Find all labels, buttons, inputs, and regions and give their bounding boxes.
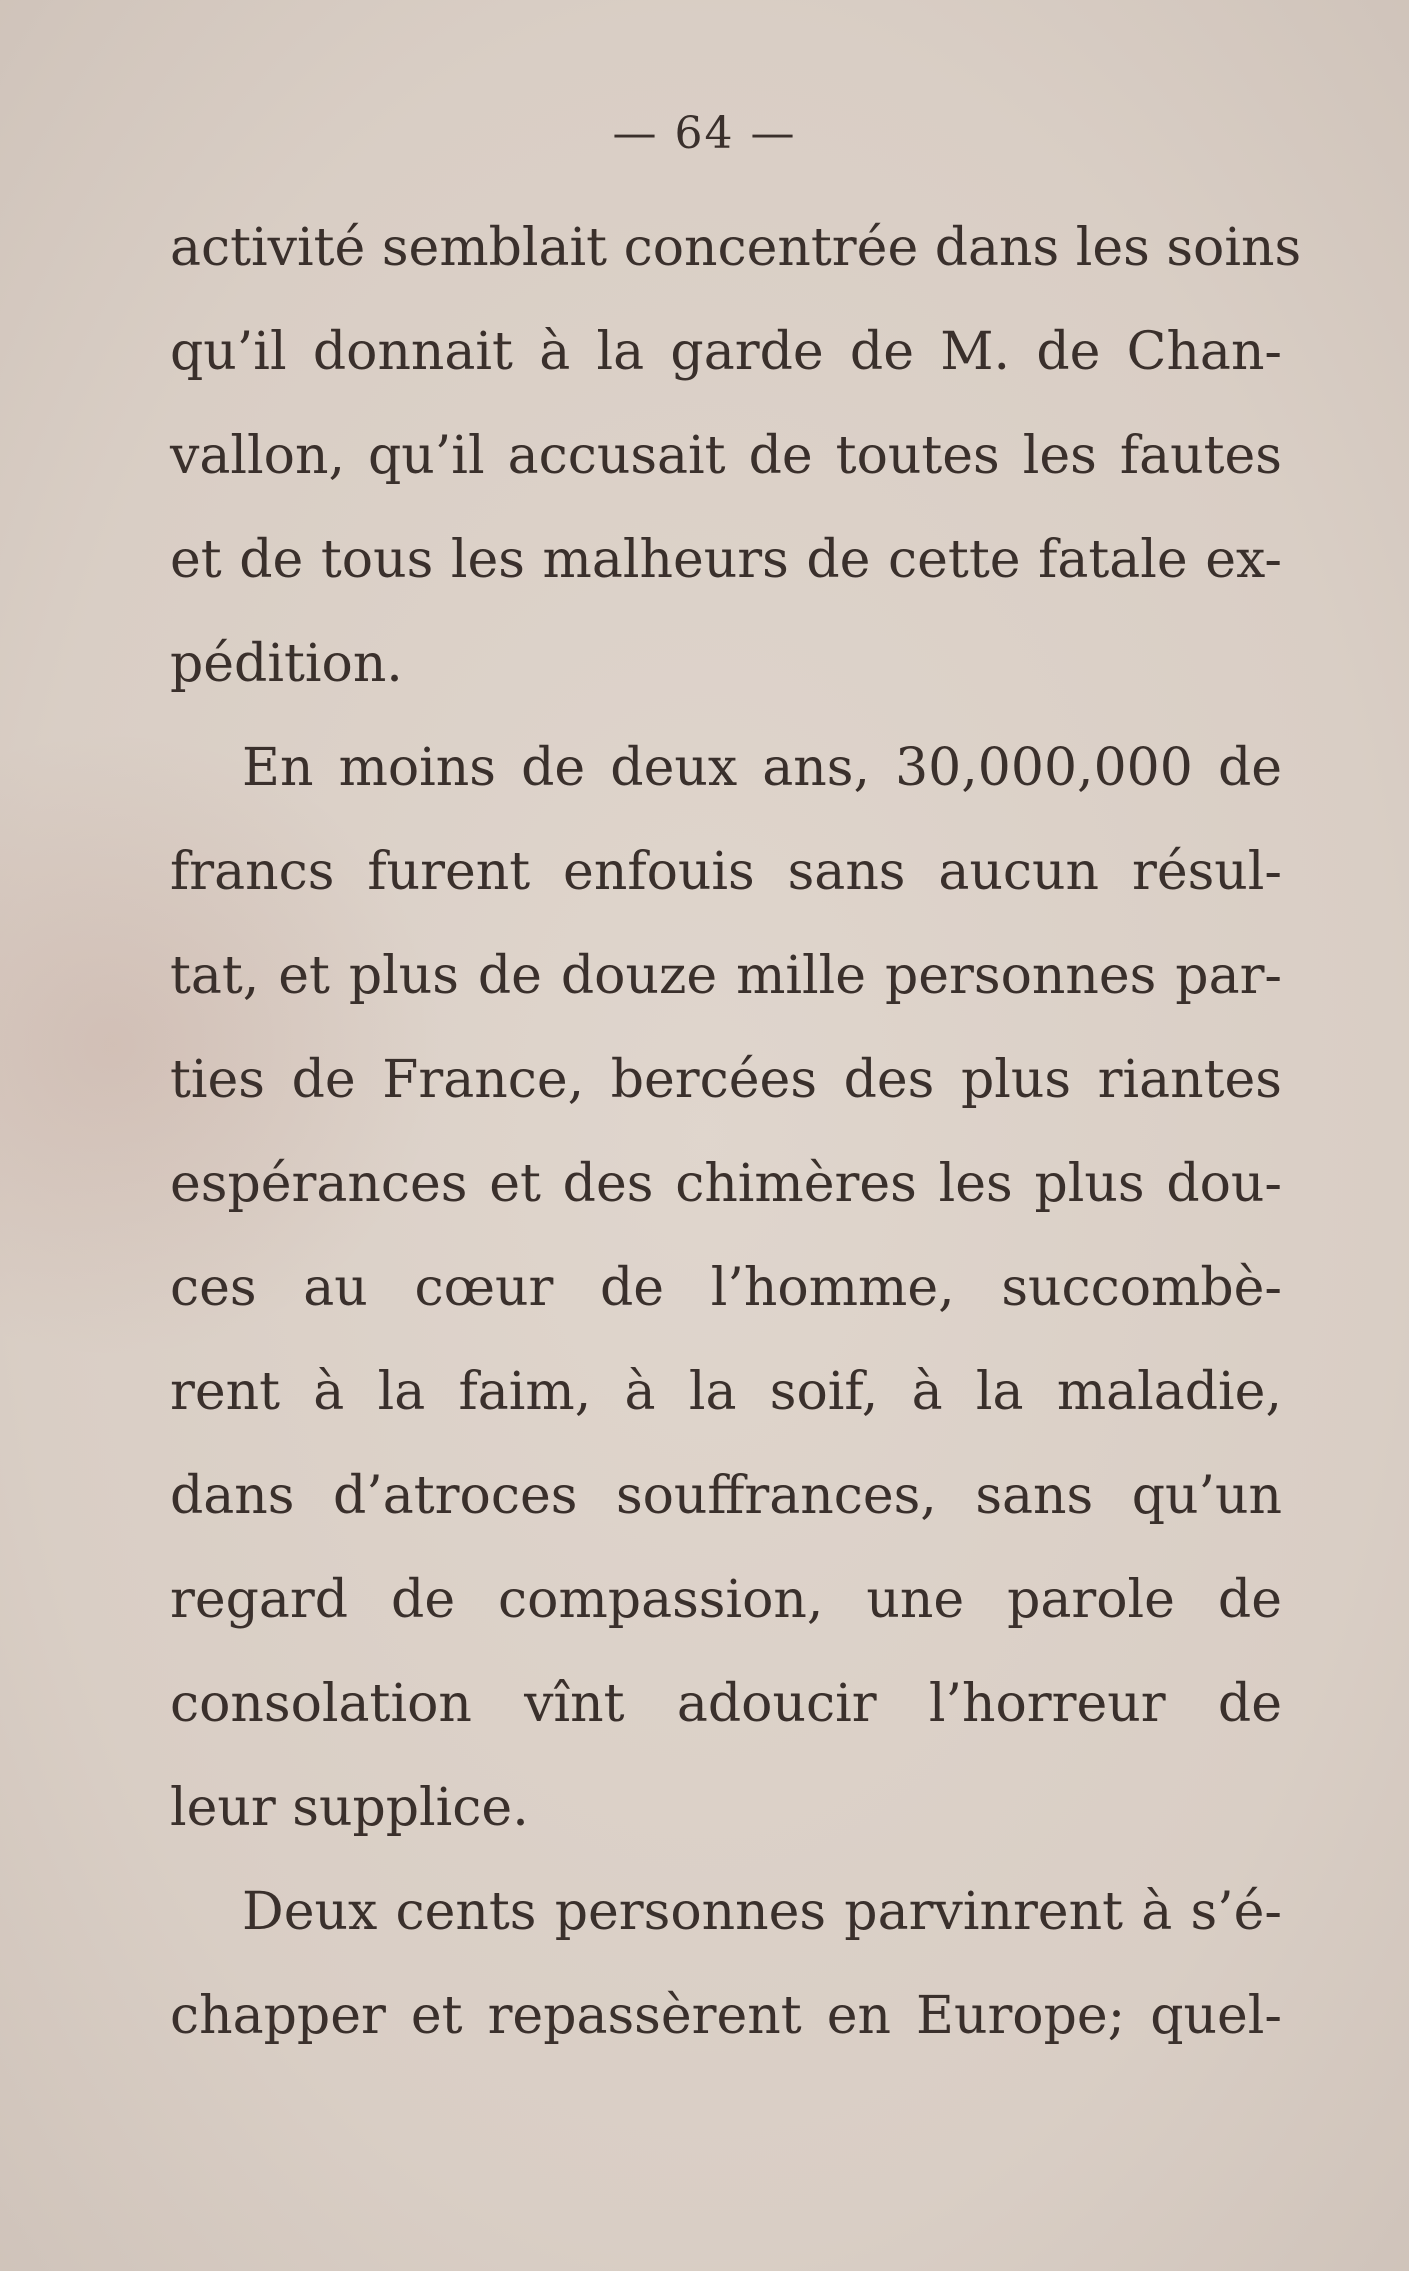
text-line: dans d’atroces souffrances, sans qu’un xyxy=(170,1466,1282,1526)
paragraph-3 xyxy=(170,1860,1282,2068)
text-line: rent à la faim, à la soif, à la maladie, xyxy=(170,1362,1282,1422)
text-line: activité semblait concentrée dans les soins xyxy=(170,218,1302,278)
text-line: vallon, qu’il accusait de toutes les fautes xyxy=(170,426,1282,486)
text-line: tat, et plus de douze mille personnes par- xyxy=(170,946,1282,1006)
text-line: qu’il donnait à la garde de M. de Chan- xyxy=(170,322,1282,382)
text-line: Deux cents personnes parvinrent à s’é- xyxy=(242,1882,1282,1942)
text-line: ties de France, bercées des plus riantes xyxy=(170,1050,1282,1110)
text-line: consolation vînt adoucir l’horreur de xyxy=(170,1674,1282,1734)
paragraph-2 xyxy=(170,716,1282,1860)
paragraph-1 xyxy=(170,196,1302,716)
text-line: pédition. xyxy=(170,634,403,694)
text-line: En moins de deux ans, 30,000,000 de xyxy=(242,738,1282,798)
text-line: espérances et des chimères les plus dou- xyxy=(170,1154,1282,1214)
text-line: ces au cœur de l’homme, succombè- xyxy=(170,1258,1282,1318)
text-line: regard de compassion, une parole de xyxy=(170,1570,1282,1630)
text-line: chapper et repassèrent en Europe; quel- xyxy=(170,1986,1282,2046)
text-line: francs furent enfouis sans aucun résul- xyxy=(170,842,1282,902)
body-text xyxy=(170,196,1302,2068)
page-number: — 64 — xyxy=(612,108,797,159)
text-line: leur supplice. xyxy=(170,1778,529,1838)
text-line: et de tous les malheurs de cette fatale ex- xyxy=(170,530,1282,590)
